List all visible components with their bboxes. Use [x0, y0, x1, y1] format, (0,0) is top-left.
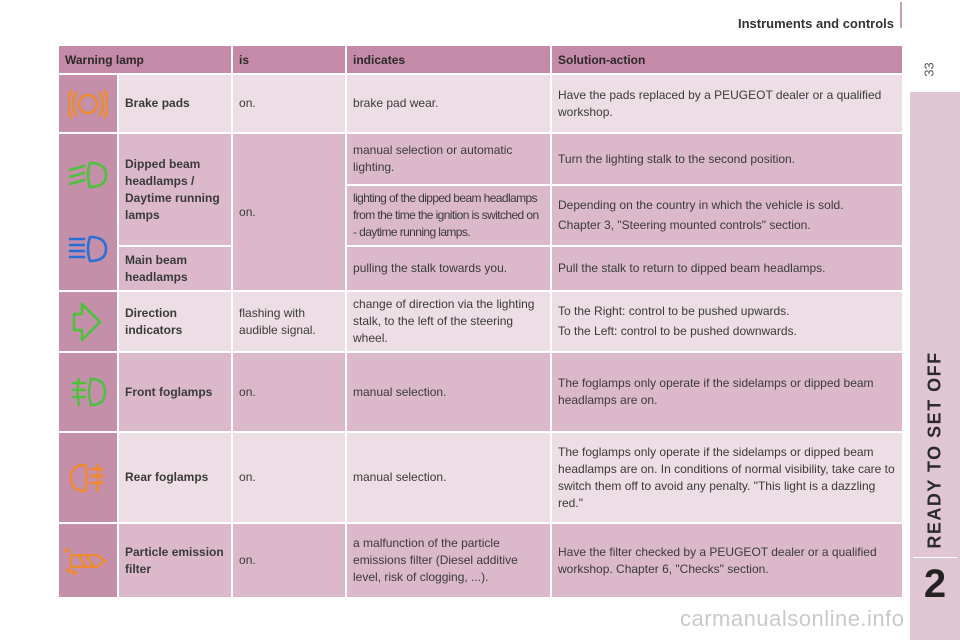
dipped-beam-icon: [66, 159, 110, 191]
brake-pads-icon: [68, 86, 108, 122]
header-divider: [900, 2, 902, 28]
icon-cell: [59, 75, 117, 132]
lamp-indication: change of direction via the lighting stalk, to the left of the steering wheel.: [347, 292, 550, 351]
table-row-particle-filter: [59, 524, 902, 597]
solution-text: To the Left: control to be pushed downwards.: [558, 324, 797, 338]
lamp-indication: manual selection or automatic lighting.: [347, 134, 550, 184]
table-row-main-beam: [59, 247, 902, 290]
solution-text: Depending on the country in which the vehicle is sold.: [558, 198, 844, 212]
watermark: carmanualsonline.info: [680, 606, 905, 631]
icon-cell: [59, 134, 117, 290]
table-row-front-foglamps: [59, 353, 902, 431]
lamp-solution: Turn the lighting stalk to the second position.: [552, 134, 902, 184]
lamp-state: on.: [233, 524, 345, 597]
lamp-name: Rear foglamps: [119, 433, 231, 522]
lamp-state: on.: [233, 134, 345, 290]
page-number: 33: [921, 62, 937, 77]
table-header-row: [59, 46, 902, 73]
icon-cell: [59, 353, 117, 431]
lamp-name: Dipped beam headlamps / Daytime running lamps: [119, 134, 231, 245]
page-header: [0, 0, 960, 40]
lamp-state: on.: [233, 433, 345, 522]
chapter-title-text: READY TO SET OFF: [924, 351, 945, 549]
column-header-warning-lamp: Warning lamp: [59, 46, 231, 73]
lamp-solution: [552, 75, 902, 132]
lamp-state: flashing with audible signal.: [233, 292, 345, 351]
lamp-solution: [552, 524, 902, 597]
rear-foglamp-icon: [67, 461, 109, 495]
icon-cell: [59, 524, 117, 597]
section-title: Instruments and controls: [737, 16, 894, 31]
column-header-indicates: indicates: [347, 46, 550, 73]
lamp-name: Brake pads: [119, 75, 231, 132]
lamp-indication: manual selection.: [347, 433, 550, 522]
lamp-name: Front foglamps: [119, 353, 231, 431]
lamp-state: on.: [233, 75, 345, 132]
column-header-is: is: [233, 46, 345, 73]
lamp-name: Main beam headlamps: [119, 247, 231, 290]
icon-cell: [59, 292, 117, 351]
solution-text: To the Right: control to be pushed upwards.: [558, 304, 790, 318]
icon-cell: [59, 433, 117, 522]
lamp-solution: [552, 433, 902, 522]
lamp-state: on.: [233, 353, 345, 431]
lamp-solution: [552, 292, 902, 351]
table-row-direction-indicators: [59, 292, 902, 351]
lamp-solution: [552, 353, 902, 431]
main-beam-icon: [66, 233, 110, 265]
solution-text: The foglamps only operate if the sidelamps or dipped beam headlamps are on.: [558, 376, 874, 407]
lamp-solution: [552, 186, 902, 245]
lamp-name: Particle emission filter: [119, 524, 231, 597]
table-row-rear-foglamps: [59, 433, 902, 522]
lamp-indication: brake pad wear.: [347, 75, 550, 132]
column-header-solution: Solution-action: [552, 46, 902, 73]
solution-text: The foglamps only operate if the sidelamps or dipped beam headlamps are on. In conditions of normal visibility, take care to switch them off to avoid any penalty. "This light is a dazzling red.": [558, 444, 895, 510]
particle-filter-icon: [65, 546, 111, 576]
table-row-brake-pads: [59, 75, 902, 132]
front-foglamp-icon: [67, 375, 109, 409]
solution-text: Chapter 3, "Steering mounted controls" section.: [558, 218, 811, 232]
lamp-name: Direction indicators: [119, 292, 231, 351]
lamp-indication: pulling the stalk towards you.: [347, 247, 550, 290]
side-tab-divider: [913, 557, 957, 558]
warning-lamp-table: [57, 44, 904, 599]
table-row-dipped-beam: [59, 134, 902, 184]
solution-text: Have the pads replaced by a PEUGEOT dealer or a qualified workshop.: [558, 87, 882, 119]
chapter-number: 2: [923, 562, 947, 606]
solution-text: Have the filter checked by a PEUGEOT dealer or a qualified workshop. Chapter 6, "Checks" section.: [558, 544, 877, 576]
direction-indicator-icon: [68, 300, 108, 344]
lamp-indication: a malfunction of the particle emissions filter (Diesel additive level, risk of clogging, ...).: [347, 524, 550, 597]
lamp-indication: manual selection.: [347, 353, 550, 431]
lamp-indication: lighting of the dipped beam headlamps from the time the ignition is switched on - daytime running lamps.: [347, 186, 550, 245]
lamp-solution: Pull the stalk to return to dipped beam headlamps.: [552, 247, 902, 290]
chapter-title: [908, 351, 960, 549]
